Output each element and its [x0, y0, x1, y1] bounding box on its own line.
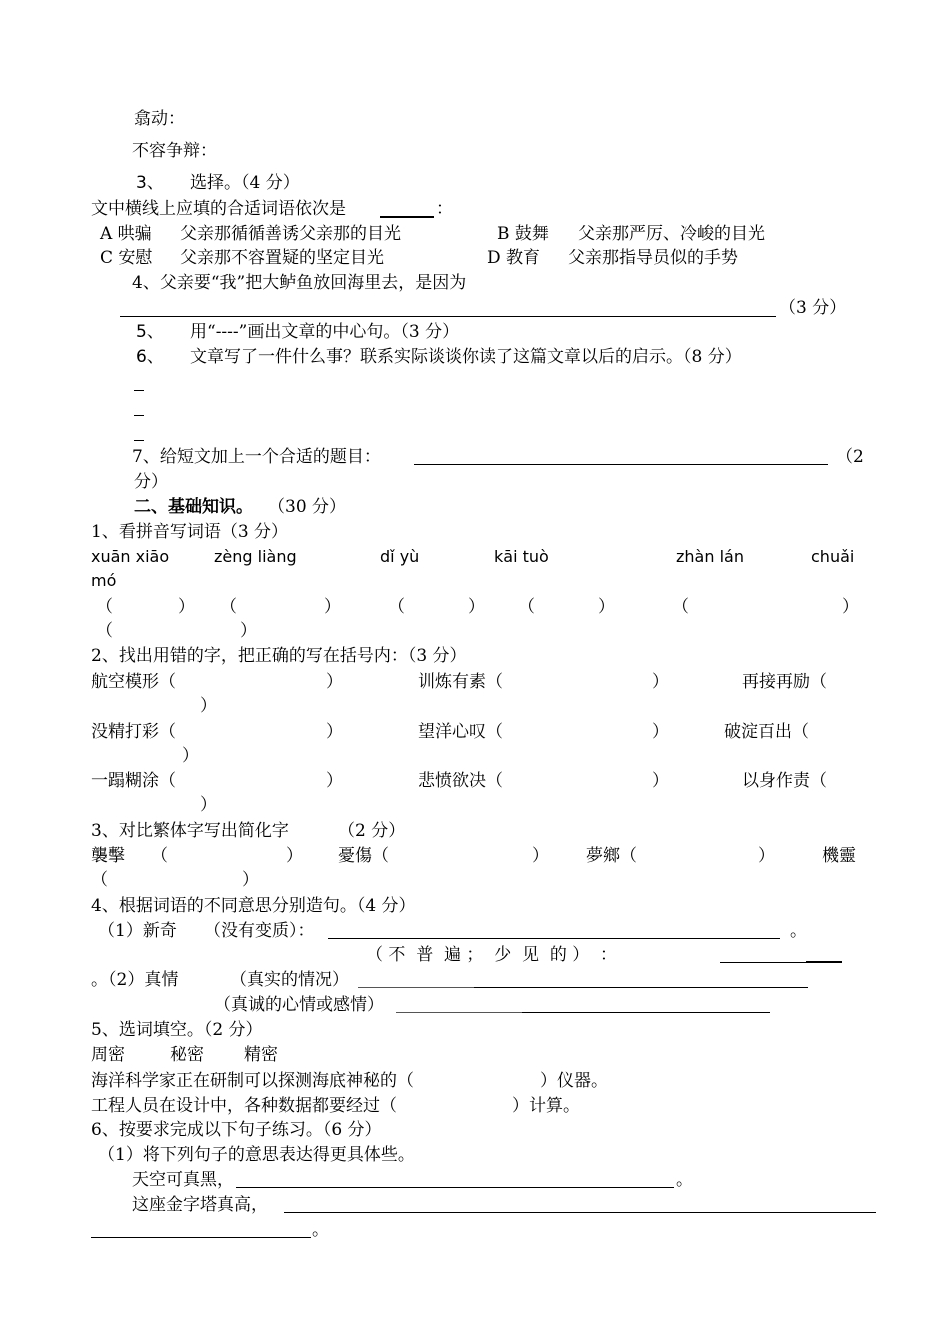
b4-line2-blank-a[interactable]: [720, 962, 806, 963]
q3-answer-blank[interactable]: [380, 216, 434, 218]
b1-pinyin-5: zhàn lán: [676, 547, 744, 566]
b1-pinyin-6: chuǎi: [811, 547, 855, 566]
b1-pinyin-1: xuān xiāo: [91, 547, 170, 566]
b1-paren-open-3: （: [388, 597, 405, 617]
b4-line4-blank-a[interactable]: [396, 1012, 522, 1013]
bu-rong-label: 不容争辩：: [132, 141, 217, 161]
q4-answer-line[interactable]: [120, 316, 776, 317]
b3-item-3: 夢鄉: [586, 846, 620, 866]
q7-score-b: 分）: [134, 472, 168, 492]
b2-close-8: ）: [652, 771, 669, 791]
b5-sentence-1-b: ）仪器。: [540, 1071, 608, 1091]
q6-answer-mark-2[interactable]: [134, 415, 144, 416]
b2-item-8: 悲愤欲决（: [418, 771, 503, 791]
b4-title: 4、根据词语的不同意思分别造句。（4 分）: [91, 896, 416, 916]
b3-close-1: ）: [286, 846, 303, 866]
q3-number: 3、: [136, 173, 164, 193]
b2-close-5: ）: [652, 722, 669, 742]
b1-paren-open-4: （: [518, 597, 535, 617]
b1-paren-open-5: （: [672, 597, 689, 617]
b6-sub1: （1）将下列句子的意思表达得更具体些。: [98, 1145, 415, 1165]
b2-close-3: ）: [200, 696, 217, 716]
q3-title: 选择。（4 分）: [190, 173, 300, 193]
b5-sentence-2-a: 工程人员在设计中，各种数据都要经过（: [91, 1096, 397, 1116]
b4-line2-blank-b[interactable]: [806, 961, 842, 963]
q3-stem-colon: ：: [436, 199, 453, 219]
b2-close-9: ）: [200, 795, 217, 815]
b3-title: 3、对比繁体字写出简化字: [91, 821, 289, 841]
q5-number: 5、: [136, 322, 164, 342]
b2-close-1: ）: [326, 672, 343, 692]
b4-line4-blank-b[interactable]: [522, 1012, 770, 1013]
b1-paren-open-1: （: [96, 597, 113, 617]
q4-text: 4、父亲要“我”把大鲈鱼放回海里去，是因为: [132, 273, 467, 293]
b4-line3-blank-b[interactable]: [474, 987, 808, 988]
b5-word-3: 精密: [244, 1045, 278, 1065]
q4-score: （3 分）: [779, 298, 847, 318]
b3-item-2: 憂傷: [338, 846, 372, 866]
q3-option-a-key: A 哄骗: [100, 224, 152, 244]
q3-option-a-text: 父亲那循循善诱父亲那的目光: [180, 224, 401, 244]
q3-option-c-key: C 安慰: [100, 248, 153, 268]
b2-close-4: ）: [326, 722, 343, 742]
q6-answer-mark-1[interactable]: [134, 390, 144, 391]
q3-option-b-key: B 鼓舞: [497, 224, 549, 244]
b6-sentence-1: 天空可真黑，: [132, 1170, 234, 1190]
q6-answer-mark-3[interactable]: [134, 440, 144, 441]
b1-pinyin-7: mó: [91, 571, 117, 590]
b5-title: 5、选词填空。（2 分）: [91, 1020, 263, 1040]
q7-score-a: （2: [836, 447, 864, 467]
b3-close-3: ）: [758, 846, 775, 866]
b3-open-3: （: [620, 846, 637, 866]
b1-paren-open-2: （: [220, 597, 237, 617]
b2-close-6: ）: [182, 746, 199, 766]
b4-line3-blank-a[interactable]: [358, 987, 474, 988]
b4-line1-meaning: （没有变质）：: [204, 921, 315, 941]
b3-open-4: （: [91, 870, 108, 890]
q5-text: 用“----”画出文章的中心句。（3 分）: [190, 322, 460, 342]
b3-score: （2 分）: [338, 821, 406, 841]
b5-sentence-1-a: 海洋科学家正在研制可以探测海底神秘的（: [91, 1071, 414, 1091]
b4-line1-end: 。: [790, 921, 807, 941]
section-2-title: 二、基础知识。: [134, 497, 253, 517]
weng-dong-label: 翕动：: [134, 109, 185, 129]
b1-paren-close-2: ）: [324, 597, 341, 617]
b4-line1-blank[interactable]: [328, 938, 780, 939]
q3-option-d-key: D 教育: [487, 248, 541, 268]
b2-item-1: 航空模形（: [91, 672, 176, 692]
b4-line3-meaning: （真实的情况）: [230, 970, 349, 990]
b3-open-1: （: [151, 846, 168, 866]
b5-sentence-2-b: ）计算。: [512, 1096, 580, 1116]
b6-sentence-2: 这座金字塔真高，: [132, 1195, 268, 1215]
b6-sentence-2-blank-cont[interactable]: [91, 1237, 311, 1238]
b3-close-4: ）: [242, 870, 259, 890]
b2-item-9: 以身作责（: [742, 771, 827, 791]
b2-item-2: 训炼有素（: [418, 672, 503, 692]
b6-title: 6、按要求完成以下句子练习。（6 分）: [91, 1120, 382, 1140]
b2-close-7: ）: [326, 771, 343, 791]
section-2-score: （30 分）: [268, 497, 347, 517]
b1-paren-close-6: ）: [240, 621, 257, 641]
b2-item-4: 没精打彩（: [91, 722, 176, 742]
q3-option-b-text: 父亲那严厉、冷峻的目光: [578, 224, 765, 244]
q7-text: 7、给短文加上一个合适的题目：: [132, 447, 381, 467]
b2-close-2: ）: [652, 672, 669, 692]
b1-paren-open-6: （: [96, 621, 113, 641]
b2-item-5: 望洋心叹（: [418, 722, 503, 742]
b1-paren-close-3: ）: [468, 597, 485, 617]
b1-pinyin-3: dǐ yù: [380, 547, 420, 566]
q3-option-c-text: 父亲那不容置疑的坚定目光: [180, 248, 384, 268]
b5-word-2: 秘密: [170, 1045, 204, 1065]
q3-stem: 文中横线上应填的合适词语依次是: [91, 199, 346, 219]
q6-text: 文章写了一件什么事？联系实际谈谈你读了这篇文章以后的启示。（8 分）: [190, 347, 742, 367]
b1-paren-close-4: ）: [598, 597, 615, 617]
b4-line1-label: （1）新奇: [98, 921, 177, 941]
b1-pinyin-2: zèng liàng: [214, 547, 297, 566]
b2-item-7: 一蹋糊涂（: [91, 771, 176, 791]
b6-sentence-1-blank[interactable]: [236, 1187, 674, 1188]
b1-pinyin-4: kāi tuò: [494, 547, 549, 566]
b4-line4-meaning: （真诚的心情或感情）: [214, 995, 384, 1015]
b6-sentence-2-blank[interactable]: [284, 1212, 876, 1213]
q6-number: 6、: [136, 347, 164, 367]
q7-title-blank[interactable]: [414, 464, 828, 465]
b5-word-1: 周密: [91, 1045, 125, 1065]
b2-item-3: 再接再励（: [742, 672, 827, 692]
q3-option-d-text: 父亲那指导员似的手势: [568, 248, 738, 268]
b4-line2-meaning: （ 不 普 遍 ； 少 见 的 ） ：: [366, 945, 618, 965]
b1-paren-close-5: ）: [842, 597, 859, 617]
b1-paren-close-1: ）: [178, 597, 195, 617]
b3-close-2: ）: [532, 846, 549, 866]
b3-item-1: 襲擊: [91, 846, 125, 866]
b6-sentence-1-end: 。: [676, 1170, 693, 1190]
b3-item-4: 機靈: [822, 846, 856, 866]
b1-title: 1、看拼音写词语（3 分）: [91, 522, 289, 542]
b4-line3-start: 。（2）真情: [91, 970, 179, 990]
b2-title: 2、找出用错的字，把正确的写在括号内：（3 分）: [91, 646, 467, 666]
b2-item-6: 破淀百出（: [724, 722, 809, 742]
b3-open-2: （: [372, 846, 389, 866]
b6-sentence-2-end: 。: [312, 1220, 329, 1240]
